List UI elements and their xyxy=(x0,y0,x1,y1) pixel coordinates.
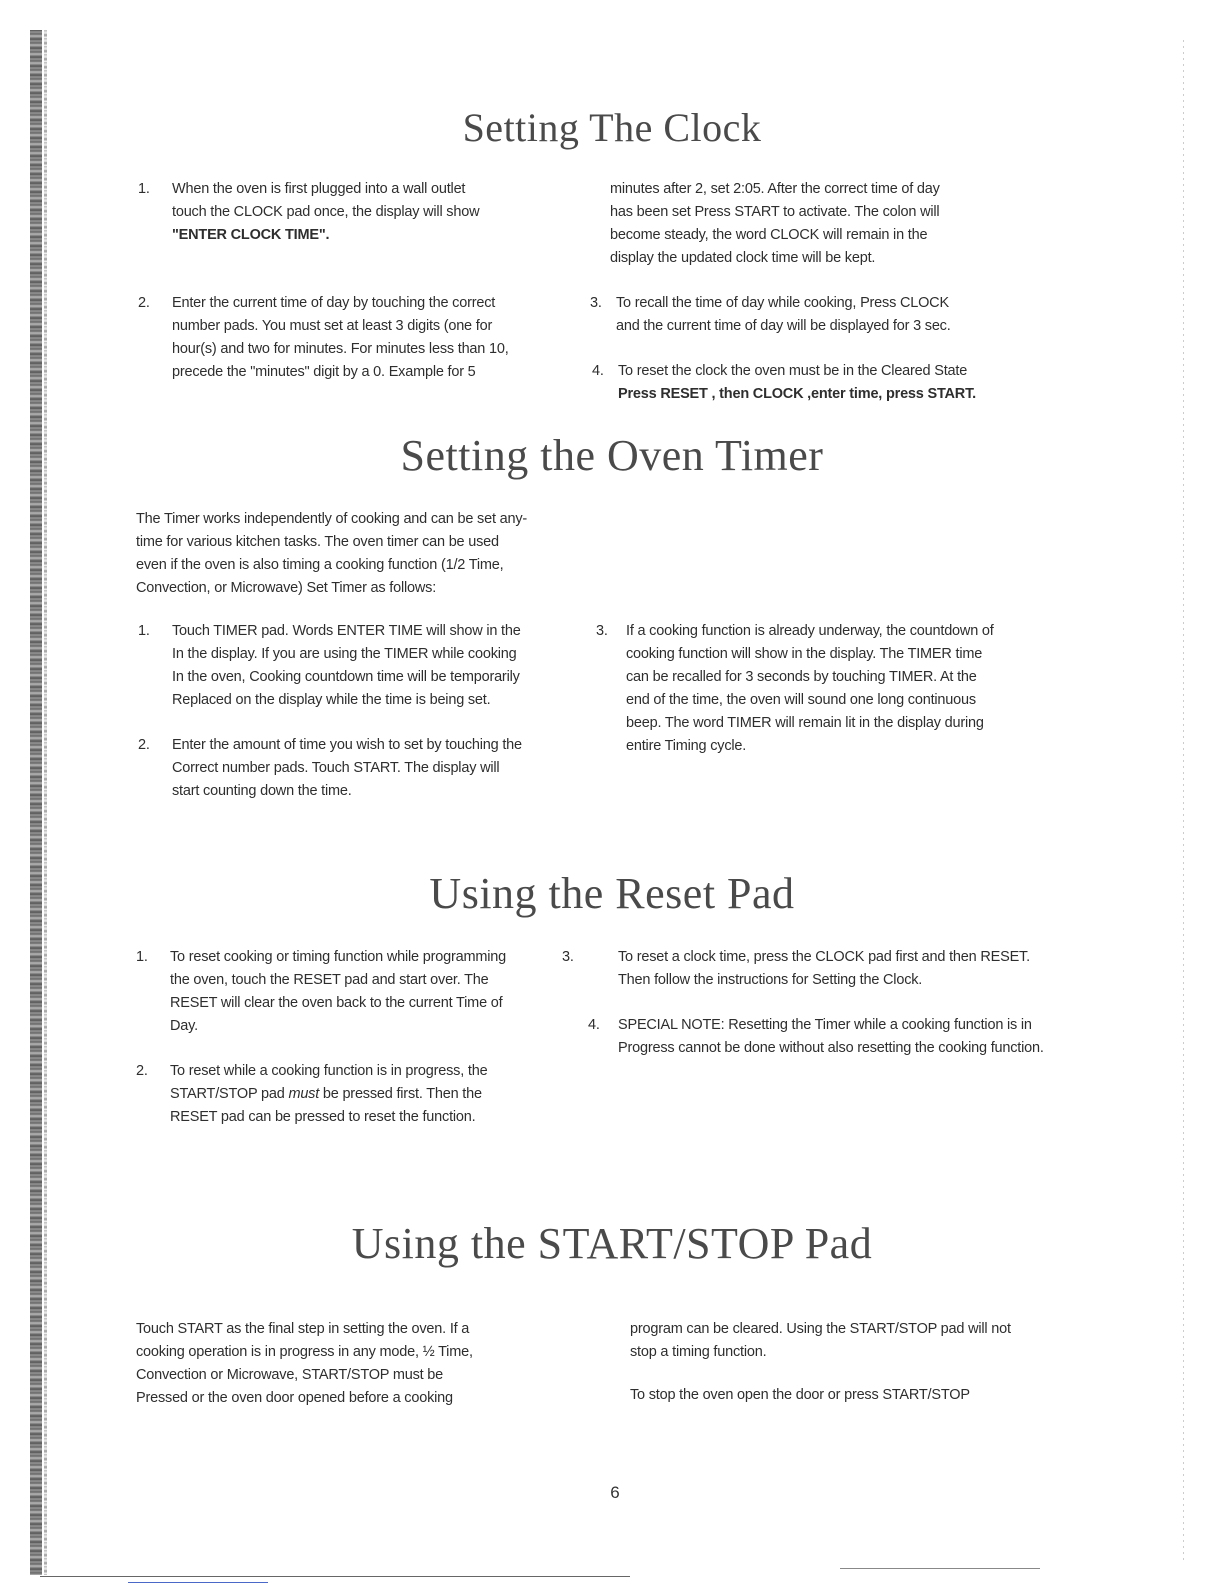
scan-edge-highlight xyxy=(44,30,47,1575)
text-line: Day. xyxy=(170,1018,198,1034)
text-line: SPECIAL NOTE: Resetting the Timer while a cooking function is in xyxy=(618,1017,1032,1033)
text-line: To reset cooking or timing function while programming xyxy=(170,949,506,965)
text-line: time for various kitchen tasks. The oven timer can be used xyxy=(136,534,499,550)
text-line: If a cooking function is already underway, the countdown of xyxy=(626,623,994,639)
text-line xyxy=(170,1083,570,1106)
bottom-rule xyxy=(40,1576,630,1577)
list-number: 1. xyxy=(138,623,150,639)
text-line: Convection, or Microwave) Set Timer as follows: xyxy=(136,580,437,596)
list-number: 2. xyxy=(138,737,150,753)
section-heading-reset: Using the Reset Pad xyxy=(429,869,795,918)
clock-item-1 xyxy=(138,178,558,248)
list-number: 4. xyxy=(588,1017,600,1033)
text-line: entire Timing cycle. xyxy=(626,738,747,754)
reset-item-3 xyxy=(562,946,1082,992)
text-line: become steady, the word CLOCK will remain in the xyxy=(610,227,928,243)
section-heading-clock: Setting The Clock xyxy=(462,105,762,150)
right-margin-line xyxy=(1183,40,1184,1560)
scan-edge-shadow xyxy=(30,30,42,1575)
text-line: cooking operation is in progress in any mode, ½ Time, xyxy=(136,1344,473,1360)
text-line: hour(s) and two for minutes. For minutes less than 10, xyxy=(172,341,509,357)
timer-item-1 xyxy=(138,620,568,712)
clock-item-4 xyxy=(592,360,1042,406)
text-line: Enter the current time of day by touching the correct xyxy=(172,295,496,311)
text-line: minutes after 2, set 2:05. After the correct time of day xyxy=(610,181,940,197)
text-line: the oven, touch the RESET pad and start over. The xyxy=(170,972,489,988)
text-line: end of the time, the oven will sound one long continuous xyxy=(626,692,976,708)
text-line: Progress cannot be done without also resetting the cooking function. xyxy=(618,1040,1044,1056)
text-line: cooking function will show in the display. The TIMER time xyxy=(626,646,983,662)
list-number: 4. xyxy=(592,363,604,379)
list-number: 3. xyxy=(562,949,574,965)
text-line: touch the CLOCK pad once, the display will show xyxy=(172,204,480,220)
text-line: has been set Press START to activate. The colon will xyxy=(610,204,940,220)
text-line: When the oven is first plugged into a wall outlet xyxy=(172,181,466,197)
clock-item-2-continued xyxy=(610,178,1030,270)
text-segment: be pressed first. Then the xyxy=(319,1086,482,1102)
list-number: 1. xyxy=(136,949,148,965)
text-line: To recall the time of day while cooking, Press CLOCK xyxy=(616,295,949,311)
text-line: RESET will clear the oven back to the current Time of xyxy=(170,995,503,1011)
text-line: even if the oven is also timing a cooking function (1/2 Time, xyxy=(136,557,504,573)
display-message: "ENTER CLOCK TIME". xyxy=(172,227,330,243)
text-line: Touch START as the final step in setting the oven. If a xyxy=(136,1321,470,1337)
clock-item-2 xyxy=(138,292,568,384)
text-line: In the display. If you are using the TIMER while cooking xyxy=(172,646,517,662)
text-line: Replaced on the display while the time is being set. xyxy=(172,692,491,708)
text-segment: START/STOP pad xyxy=(170,1086,289,1102)
text-line: Enter the amount of time you wish to set by touching the xyxy=(172,737,522,753)
text-line: stop a timing function. xyxy=(630,1344,767,1360)
text-line: program can be cleared. Using the START/STOP pad will not xyxy=(630,1321,1011,1337)
text-line: To reset a clock time, press the CLOCK pad first and then RESET. xyxy=(618,949,1030,965)
list-number: 3. xyxy=(590,295,602,311)
text-line: precede the "minutes" digit by a 0. Example for 5 xyxy=(172,364,476,380)
text-line: beep. The word TIMER will remain lit in the display during xyxy=(626,715,984,731)
text-line: To reset the clock the oven must be in the Cleared State xyxy=(618,363,968,379)
reset-item-4 xyxy=(588,1014,1088,1060)
page-number: 6 xyxy=(610,1483,620,1502)
text-line: number pads. You must set at least 3 digits (one for xyxy=(172,318,493,334)
text-line: In the oven, Cooking countdown time will be temporarily xyxy=(172,669,520,685)
list-number: 3. xyxy=(596,623,608,639)
text-line: To reset while a cooking function is in progress, the xyxy=(170,1063,488,1079)
text-line: can be recalled for 3 seconds by touching TIMER. At the xyxy=(626,669,977,685)
list-number: 1. xyxy=(138,181,150,197)
section-heading-startstop: Using the START/STOP Pad xyxy=(351,1219,873,1268)
reset-item-2 xyxy=(136,1060,566,1130)
section-heading-timer: Setting the Oven Timer xyxy=(400,431,824,480)
text-line: Convection or Microwave, START/STOP must be xyxy=(136,1367,444,1383)
text-line: and the current time of day will be displayed for 3 sec. xyxy=(616,318,951,334)
timer-item-2 xyxy=(138,734,568,804)
text-line: start counting down the time. xyxy=(172,783,352,799)
text-line: Touch TIMER pad. Words ENTER TIME will show in the xyxy=(172,623,521,639)
text-line: Then follow the instructions for Setting the Clock. xyxy=(618,972,923,988)
startstop-left-paragraph xyxy=(136,1318,576,1410)
startstop-right-paragraph xyxy=(630,1318,1080,1364)
text-line: display the updated clock time will be kept. xyxy=(610,250,876,266)
timer-item-3 xyxy=(596,620,1046,760)
emphasis: must xyxy=(288,1086,320,1102)
blue-underline-mark xyxy=(128,1582,268,1583)
bottom-rule-right xyxy=(840,1568,1040,1569)
startstop-stop-instruction: To stop the oven open the door or press START/STOP xyxy=(630,1387,970,1403)
text-line: The Timer works independently of cooking and can be set any- xyxy=(136,511,528,527)
text-line: RESET pad can be pressed to reset the function. xyxy=(170,1109,476,1125)
reset-item-1 xyxy=(136,946,566,1038)
text-line: Pressed or the oven door opened before a cooking xyxy=(136,1390,453,1406)
text-line: Correct number pads. Touch START. The display will xyxy=(172,760,500,776)
list-number: 2. xyxy=(138,295,150,311)
clock-item-3 xyxy=(590,292,1030,338)
reset-instruction: Press RESET , then CLOCK ,enter time, press START. xyxy=(618,386,976,402)
timer-intro xyxy=(136,508,596,600)
list-number: 2. xyxy=(136,1063,148,1079)
